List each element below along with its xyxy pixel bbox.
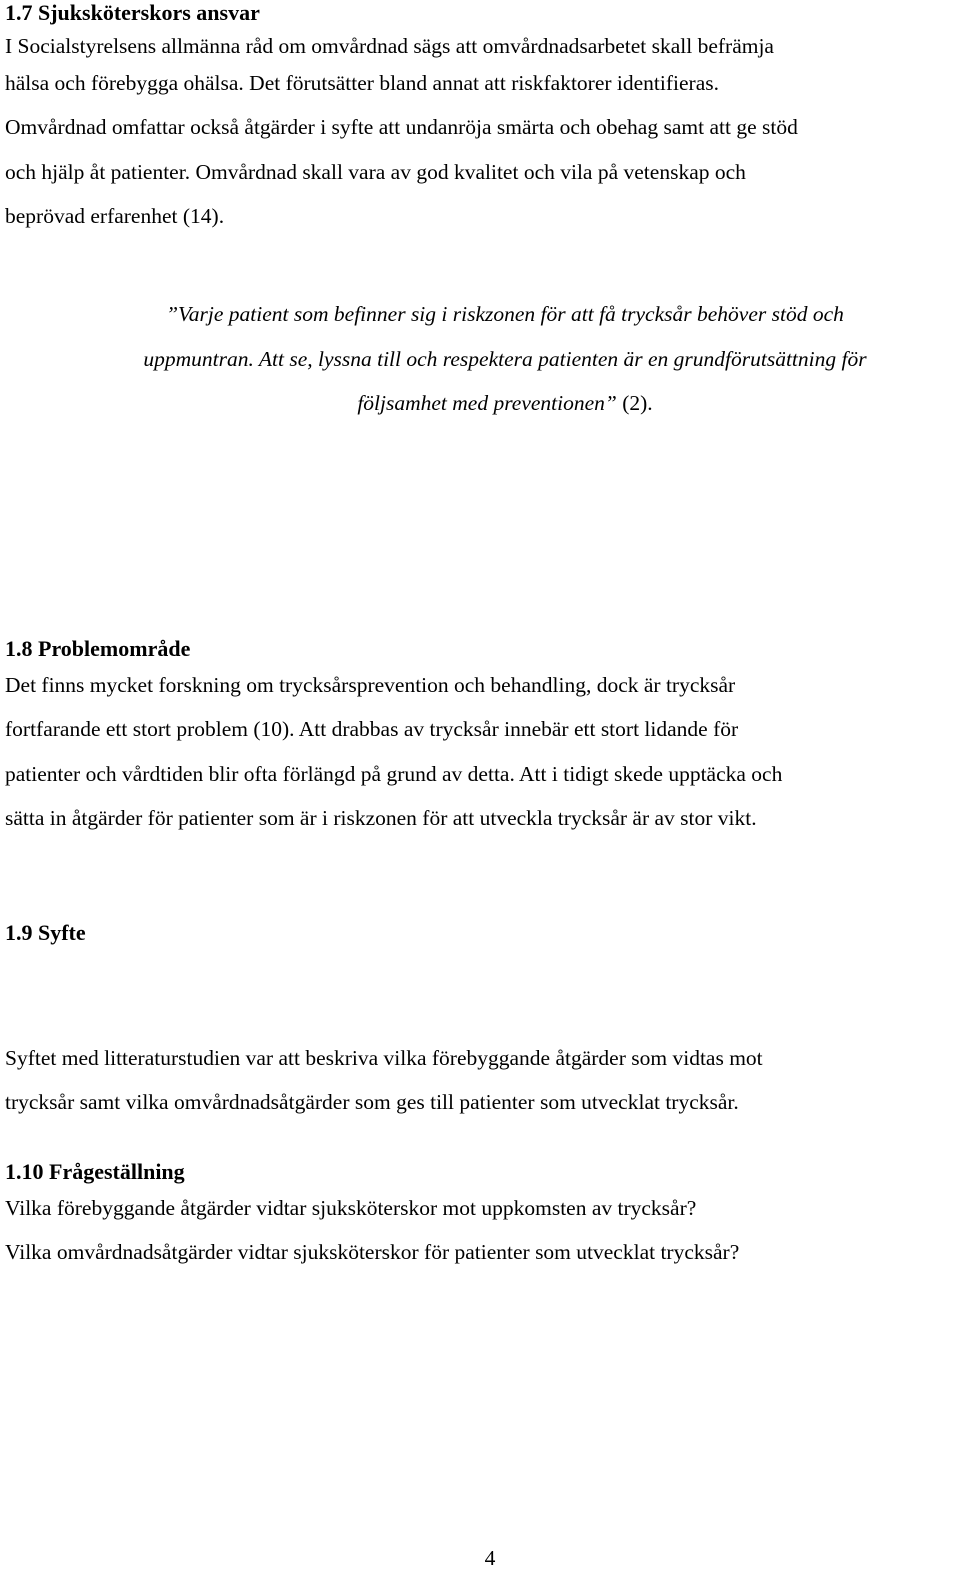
quote-line: ”Varje patient som befinner sig i riskzonen för att få trycksår behöver stöd och: [166, 302, 844, 326]
text-line: hälsa och förebygga ohälsa. Det förutsätter bland annat att riskfaktorer identifieras.: [5, 71, 720, 95]
section-heading-1-10: 1.10 Frågeställning: [5, 1159, 185, 1184]
block-quote: [60, 292, 950, 426]
section-body-1-10: [5, 1186, 957, 1275]
text-line: Omvårdnad omfattar också åtgärder i syfte att undanröja smärta och obehag samt att ge stöd: [5, 115, 798, 140]
text-line: beprövad erfarenhet (14).: [5, 203, 225, 228]
section-heading-1-9: 1.9 Syfte: [5, 920, 86, 945]
text-line: trycksår samt vilka omvårdnadsåtgärder som ges till patienter som utvecklat trycksår.: [5, 1089, 739, 1114]
text-line: I Socialstyrelsens allmänna råd om omvårdnad sägs att omvårdnadsarbetet skall befrämja: [5, 34, 774, 58]
quote-line: uppmuntran. Att se, lyssna till och respektera patienten är en grundförutsättning för: [143, 346, 867, 371]
quote-line-last: [60, 381, 950, 426]
section-body-1-8: [5, 663, 957, 840]
text-line: sätta in åtgärder för patienter som är i riskzonen för att utveckla trycksår är av stor vikt.: [5, 805, 757, 830]
text-line: Vilka förebyggande åtgärder vidtar sjuksköterskor mot uppkomsten av trycksår?: [5, 1196, 697, 1220]
quote-text: följsamhet med preventionen”: [357, 391, 617, 415]
text-line: patienter och vårdtiden blir ofta förlängd på grund av detta. Att i tidigt skede upptäcka och: [5, 761, 783, 786]
section-heading-1-7: 1.7 Sjuksköterskors ansvar: [5, 0, 260, 25]
text-line: Syftet med litteraturstudien var att beskriva vilka förebyggande åtgärder som vidtas mot: [5, 1045, 763, 1070]
text-line: Vilka omvårdnadsåtgärder vidtar sjuksköterskor för patienter som utvecklat trycksår?: [5, 1240, 740, 1265]
text-line: Det finns mycket forskning om trycksårsprevention och behandling, dock är trycksår: [5, 673, 736, 697]
text-line: fortfarande ett stort problem (10). Att drabbas av trycksår innebär ett stort lidande för: [5, 717, 739, 742]
page-number: 4: [484, 1546, 496, 1570]
section-body-1-7: [5, 32, 957, 238]
section-heading-1-8: 1.8 Problemområde: [5, 636, 191, 661]
text-line: och hjälp åt patienter. Omvårdnad skall vara av god kvalitet och vila på vetenskap och: [5, 159, 746, 184]
quote-citation: (2).: [616, 391, 653, 415]
